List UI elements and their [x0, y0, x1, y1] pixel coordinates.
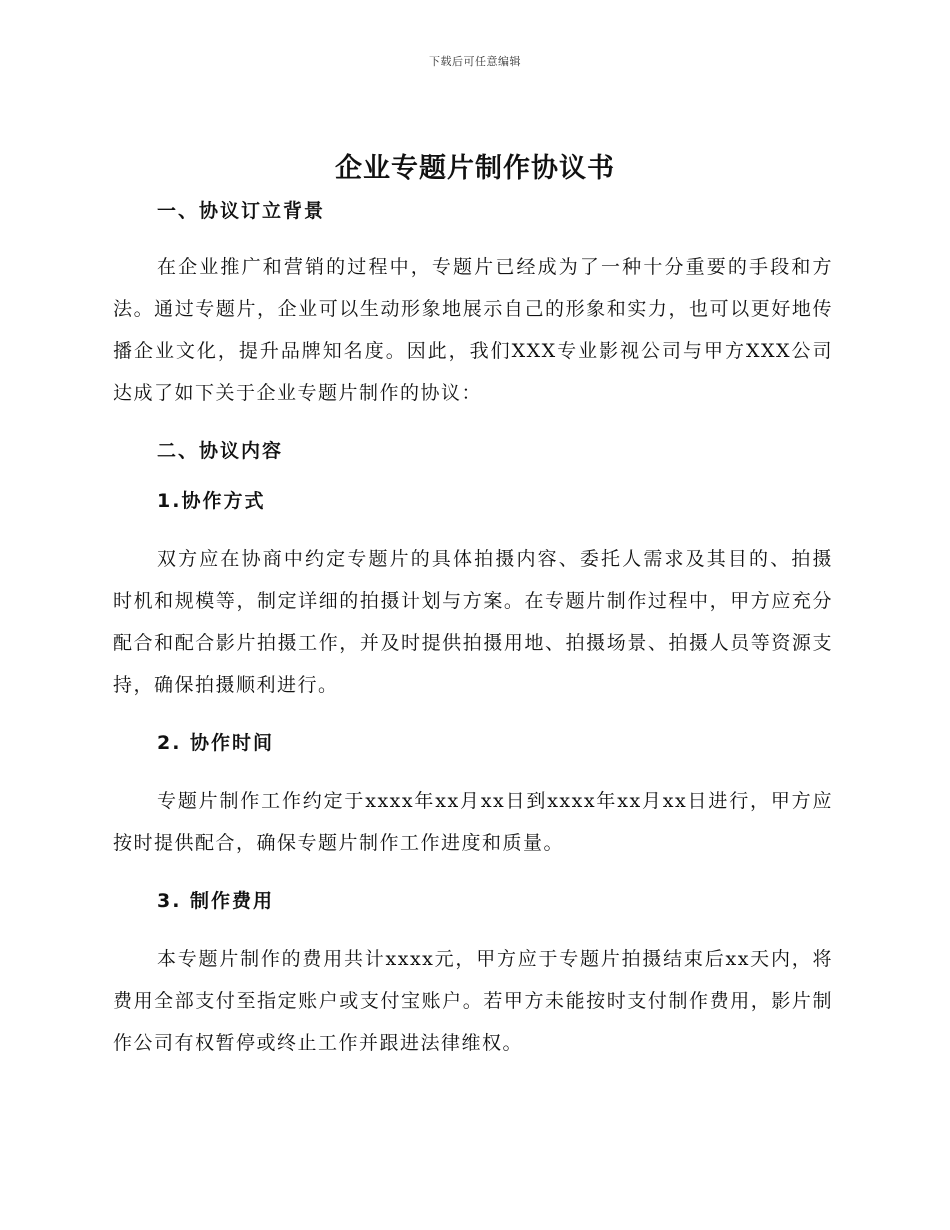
- paragraph-production-fee: 本专题片制作的费用共计xxxx元，甲方应于专题片拍摄结束后xx天内，将费用全部支付至指定账户或支付宝账户。若甲方未能按时支付制作费用，影片制作公司有权暂停或终止工作并跟进法律维权。: [113, 948, 833, 1054]
- sub-heading-production-fee: 3. 制作费用: [157, 890, 275, 912]
- paragraph-cooperation-time: 专题片制作工作约定于xxxx年xx月xx日到xxxx年xx月xx日进行，甲方应按时提供配合，确保专题片制作工作进度和质量。: [113, 790, 833, 854]
- paragraph-cooperation-method: 双方应在协商中约定专题片的具体拍摄内容、委托人需求及其目的、拍摄时机和规模等，制定详细的拍摄计划与方案。在专题片制作过程中，甲方应充分配合和配合影片拍摄工作，并及时提供拍摄用地、拍摄场景、拍摄人员等资源支持，确保拍摄顺利进行。: [113, 548, 833, 696]
- document-body: [113, 196, 833, 1086]
- section-heading-content: 二、协议内容: [157, 440, 284, 462]
- section-heading-background: 一、协议订立背景: [157, 200, 326, 222]
- page-header: 下载后可任意编辑: [429, 55, 521, 68]
- sub-heading-cooperation-time: 2. 协作时间: [157, 732, 275, 754]
- document-title: 企业专题片制作协议书: [335, 153, 615, 184]
- paragraph-background: 在企业推广和营销的过程中，专题片已经成为了一种十分重要的手段和方法。通过专题片，企业可以生动形象地展示自己的形象和实力，也可以更好地传播企业文化，提升品牌知名度。因此，我们XXX专业影视公司与甲方XXX公司达成了如下关于企业专题片制作的协议：: [113, 256, 833, 404]
- sub-heading-cooperation-method: 1.协作方式: [157, 490, 266, 512]
